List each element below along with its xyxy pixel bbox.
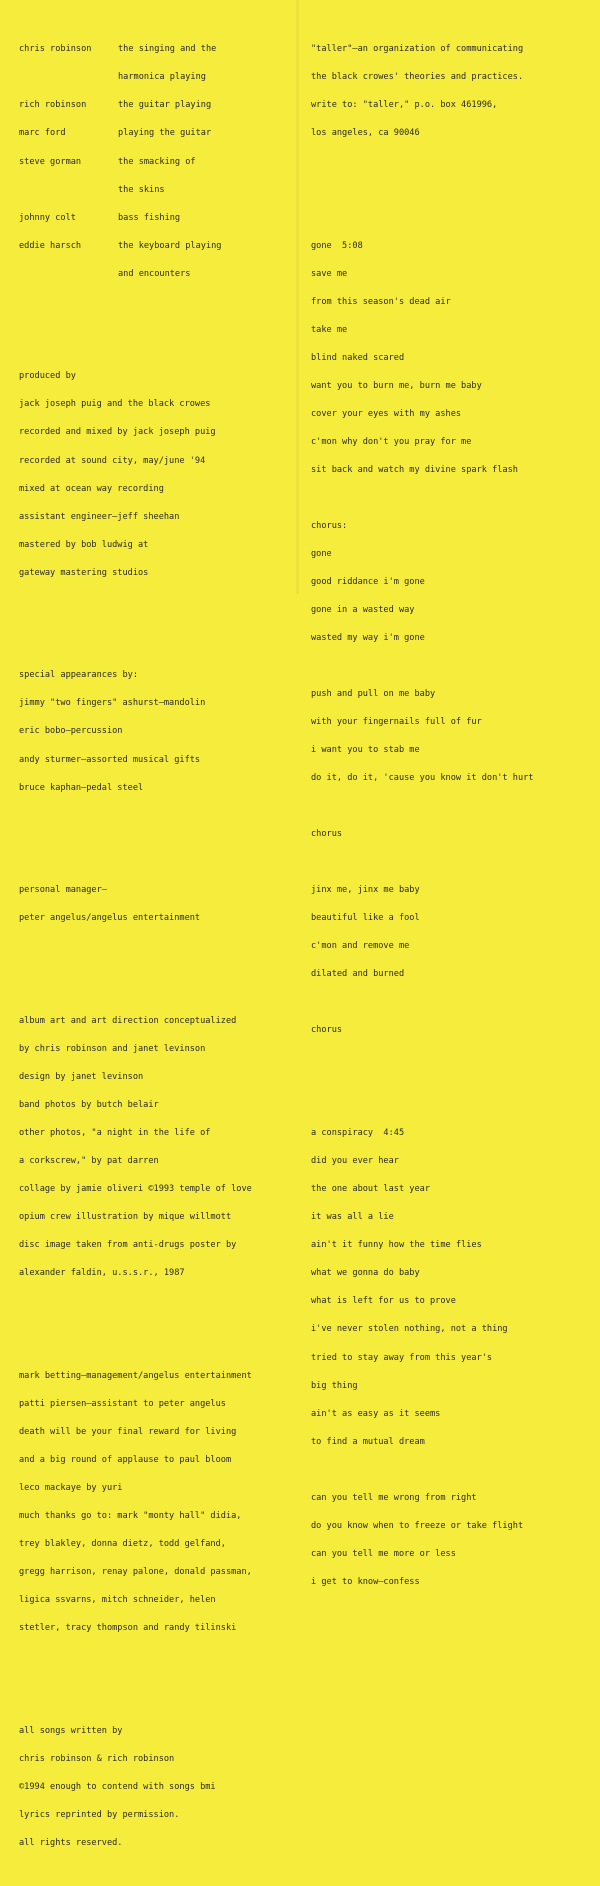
member-role: the keyboard playing: [118, 240, 222, 251]
text-line: lyrics reprinted by permission.: [19, 1810, 180, 1821]
chorus-label: chorus:: [311, 520, 348, 531]
text-line: band photos by butch belair: [19, 1100, 159, 1111]
text-line: patti piersen—assistant to peter angelus: [19, 1399, 226, 1410]
text-line: and a big round of applause to paul bloom: [19, 1455, 232, 1466]
lyric-line: dilated and burned: [311, 969, 405, 980]
band-credits: [19, 27, 294, 298]
lyric-line: i want you to stab me: [311, 745, 420, 756]
lyric-line: beautiful like a fool: [311, 913, 420, 924]
text-line: death will be your final reward for living: [19, 1427, 237, 1438]
text-line: trey blakley, donna dietz, todd gelfand,: [19, 1539, 226, 1550]
lyric-line: from this season's dead air: [311, 296, 451, 307]
member-name: [19, 186, 118, 195]
text-line: opium crew illustration by mique willmott: [19, 1212, 232, 1223]
credit-row: [19, 270, 294, 279]
lyric-line: i get to know—confess: [311, 1576, 420, 1587]
credit-row: [19, 73, 294, 82]
song-a-conspiracy: [311, 1111, 593, 1606]
lyric-line: what is left for us to prove: [311, 1296, 456, 1307]
member-role: and encounters: [118, 268, 191, 279]
member-name: rich robinson: [19, 100, 87, 111]
member-role: bass fishing: [118, 212, 181, 223]
lyric-line: jinx me, jinx me baby: [311, 885, 420, 896]
text-line: bruce kaphan—pedal steel: [19, 782, 144, 793]
thanks: [19, 1354, 294, 1653]
lyric-line: the one about last year: [311, 1184, 430, 1195]
text-line: los angeles, ca 90046: [311, 128, 420, 139]
lyric-line: what we gonna do baby: [311, 1268, 420, 1279]
lyric-line: can you tell me wrong from right: [311, 1492, 477, 1503]
text-line: much thanks go to: mark "monty hall" didia,: [19, 1511, 242, 1522]
lyric-line: c'mon why don't you pray for me: [311, 436, 472, 447]
taller-notice: [311, 27, 593, 158]
lyric-line: do you know when to freeze or take flight: [311, 1520, 524, 1531]
text-line: write to: "taller," p.o. box 461996,: [311, 100, 498, 111]
lyric-line: can you tell me more or less: [311, 1548, 456, 1559]
lyric-line: good riddance i'm gone: [311, 576, 425, 587]
credit-row: [19, 186, 294, 195]
song-title: gone 5:08: [311, 240, 363, 251]
lyric-line: gone in a wasted way: [311, 605, 415, 615]
credit-row: [19, 45, 294, 54]
credit-row: [19, 214, 294, 223]
lyrics-column: [311, 8, 593, 1624]
member-name: marc ford: [19, 128, 66, 139]
text-line: personal manager—: [19, 885, 107, 896]
text-line: a corkscrew," by pat darren: [19, 1156, 159, 1167]
page-fold: [296, 0, 299, 594]
lyric-line: do it, do it, 'cause you know it don't hurt: [311, 773, 534, 784]
credit-row: [19, 242, 294, 251]
lyric-line: did you ever hear: [311, 1156, 399, 1167]
text-line: gregg harrison, renay palone, donald passman,: [19, 1567, 252, 1578]
art-credits: [19, 998, 294, 1297]
text-line: assistant engineer—jeff sheehan: [19, 511, 180, 522]
lyric-line: cover your eyes with my ashes: [311, 408, 462, 419]
text-line: all songs written by: [19, 1726, 123, 1737]
text-line: design by janet levinson: [19, 1072, 144, 1083]
credit-row: [19, 101, 294, 110]
text-line: collage by jamie oliveri ©1993 temple of love: [19, 1184, 252, 1195]
member-role: the singing and the: [118, 44, 217, 55]
text-line: "taller"—an organization of communicating: [311, 44, 524, 55]
lyric-line: sit back and watch my divine spark flash: [311, 464, 518, 475]
lyric-line: gone: [311, 548, 332, 559]
lyric-line: save me: [311, 268, 348, 279]
text-line: produced by: [19, 371, 76, 382]
text-line: recorded at sound city, may/june '94: [19, 455, 206, 466]
credits-column: [19, 8, 294, 1886]
production-credits: [19, 354, 294, 597]
member-name: johnny colt: [19, 212, 76, 223]
songwriting-credits: [19, 1709, 294, 1868]
lyric-line: blind naked scared: [311, 352, 405, 363]
lyric-line: take me: [311, 324, 348, 335]
text-line: the black crowes' theories and practices.: [311, 72, 524, 83]
text-line: other photos, "a night in the life of: [19, 1128, 211, 1139]
member-name: chris robinson: [19, 44, 92, 55]
text-line: recorded and mixed by jack joseph puig: [19, 427, 216, 438]
member-role: the skins: [118, 184, 165, 195]
text-line: special appearances by:: [19, 670, 138, 681]
chorus-label: chorus: [311, 1025, 343, 1036]
text-line: mastered by bob ludwig at: [19, 539, 149, 550]
lyric-line: push and pull on me baby: [311, 689, 436, 700]
text-line: andy sturmer—assorted musical gifts: [19, 754, 201, 765]
text-line: all rights reserved.: [19, 1838, 123, 1849]
text-line: chris robinson & rich robinson: [19, 1754, 175, 1765]
text-line: mixed at ocean way recording: [19, 483, 164, 494]
member-role: the guitar playing: [118, 100, 212, 111]
member-role: playing the guitar: [118, 128, 212, 139]
lyric-line: ain't it funny how the time flies: [311, 1240, 482, 1251]
text-line: jimmy "two fingers" ashurst—mandolin: [19, 698, 206, 709]
lyric-line: big thing: [311, 1380, 358, 1391]
text-line: disc image taken from anti-drugs poster by: [19, 1240, 237, 1251]
text-line: ligica ssvarns, mitch schneider, helen: [19, 1595, 216, 1606]
song-gone: [311, 223, 593, 1055]
lyric-line: wasted my way i'm gone: [311, 633, 425, 644]
text-line: gateway mastering studios: [19, 567, 149, 578]
text-line: mark betting—management/angelus entertainment: [19, 1371, 252, 1382]
text-line: eric bobo—percussion: [19, 726, 123, 737]
personal-manager: [19, 868, 294, 943]
lyric-line: ain't as easy as it seems: [311, 1408, 441, 1419]
text-line: album art and art direction conceptualized: [19, 1016, 237, 1027]
lyric-line: i've never stolen nothing, not a thing: [311, 1324, 508, 1335]
lyric-line: tried to stay away from this year's: [311, 1352, 493, 1363]
chorus-label: chorus: [311, 829, 343, 840]
lyric-line: to find a mutual dream: [311, 1436, 425, 1447]
lyric-line: want you to burn me, burn me baby: [311, 380, 482, 391]
text-line: peter angelus/angelus entertainment: [19, 913, 201, 924]
text-line: stetler, tracy thompson and randy tilinski: [19, 1623, 237, 1634]
credit-row: [19, 129, 294, 138]
member-name: eddie harsch: [19, 240, 82, 251]
member-role: the smacking of: [118, 156, 196, 167]
song-title: a conspiracy 4:45: [311, 1128, 405, 1139]
special-appearances: [19, 653, 294, 812]
credit-row: [19, 158, 294, 167]
member-name: steve gorman: [19, 156, 82, 167]
text-line: alexander faldin, u.s.s.r., 1987: [19, 1268, 185, 1279]
lyric-line: c'mon and remove me: [311, 941, 410, 952]
text-line: leco mackaye by yuri: [19, 1483, 123, 1494]
lyric-line: it was all a lie: [311, 1212, 394, 1223]
text-line: ©1994 enough to contend with songs bmi: [19, 1782, 216, 1793]
member-name: [19, 73, 118, 82]
text-line: jack joseph puig and the black crowes: [19, 399, 211, 410]
text-line: by chris robinson and janet levinson: [19, 1044, 206, 1055]
lyric-line: with your fingernails full of fur: [311, 717, 482, 728]
member-name: [19, 270, 118, 279]
member-role: harmonica playing: [118, 72, 206, 83]
